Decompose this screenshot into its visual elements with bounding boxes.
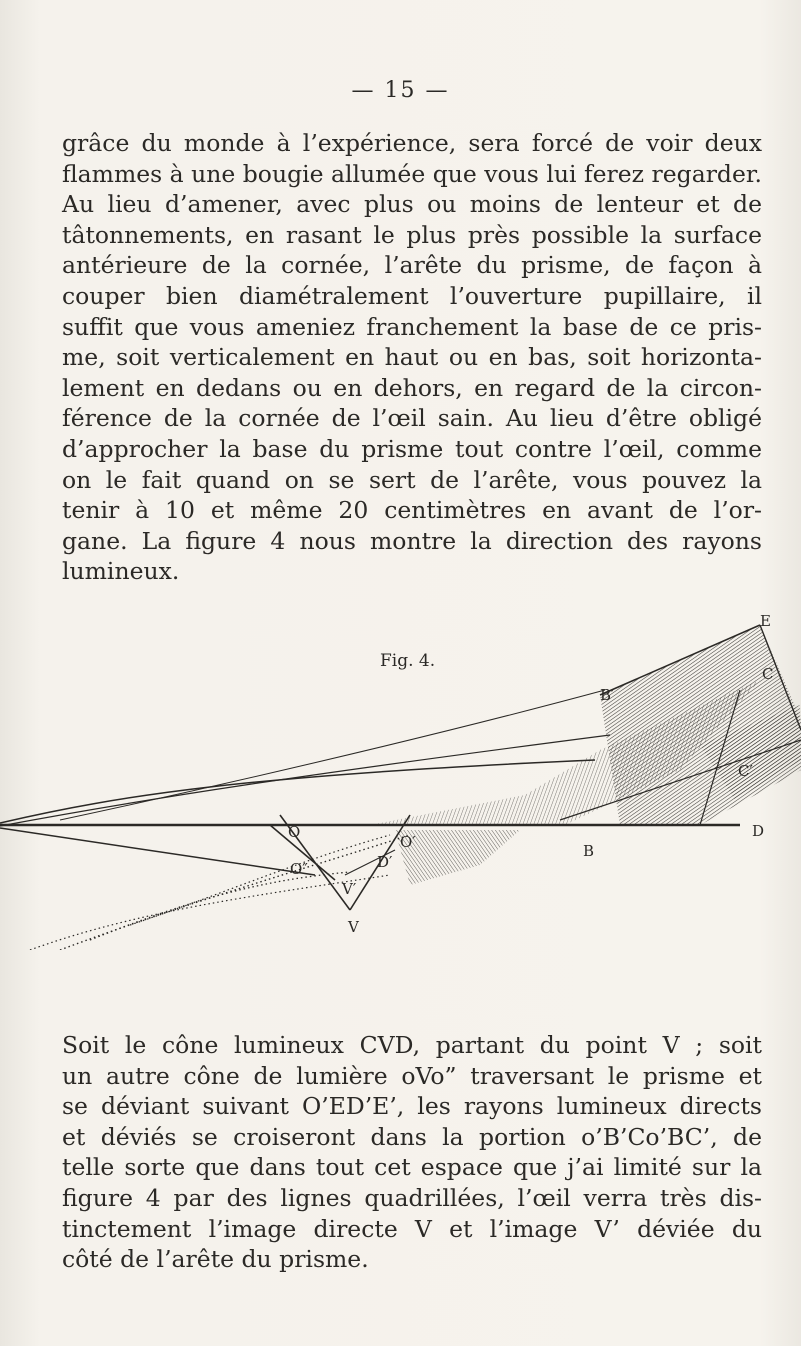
text-line: tinctement l’image directe V et l’image V’ déviée du	[62, 1214, 762, 1243]
text-line: figure 4 par des lignes quadrillées, l’œil verra très dis-	[62, 1183, 762, 1212]
text-line: Soit le cône lumineux CVD, partant du point V ; soit	[62, 1031, 762, 1059]
text-line: se déviant suivant O’ED’E’, les rayons lumineux directs	[62, 1092, 762, 1121]
figure-caption: Fig. 4.	[380, 651, 436, 671]
label-O-second: O″	[290, 860, 308, 878]
text-line: d’approcher la base du prisme tout contre l’œil, comme	[62, 434, 762, 463]
text-line: Au lieu d’amener, avec plus ou moins de lenteur et de	[62, 190, 762, 219]
text-line: suffit que vous ameniez franchement la base de ce pris-	[62, 312, 762, 341]
page-number: — 15 —	[351, 78, 450, 103]
text-line: gane. La figure 4 nous montre la direction des rayons	[62, 526, 762, 555]
label-O: O	[288, 823, 301, 841]
text-line: et déviés se croiseront dans la portion o’B’Co’BC’, de	[62, 1122, 762, 1151]
ray-lower-left	[0, 828, 315, 875]
dotted-ray-2	[90, 872, 350, 940]
text-line: côté de l’arête du prisme.	[62, 1245, 369, 1274]
paragraph-2	[62, 1030, 762, 1275]
label-O-prime: O′	[400, 833, 416, 851]
paragraph-1	[62, 128, 762, 587]
text-line: antérieure de la cornée, l’arête du prisme, de façon à	[62, 251, 762, 280]
label-C: C	[762, 665, 774, 683]
label-B: B	[583, 842, 595, 860]
text-line: telle sorte que dans tout cet espace que j’ai limité sur la	[62, 1153, 762, 1182]
text-line: tâtonnements, en rasant le plus près possible la surface	[62, 220, 762, 249]
label-V-prime: V′	[342, 880, 357, 898]
text-line: couper bien diamétralement l’ouverture pupillaire, il	[62, 281, 762, 310]
dotted-ray-4	[30, 875, 390, 950]
label-B-prime: B′	[600, 686, 615, 704]
text-line: lement en dedans ou en dehors, en regard de la circon-	[62, 373, 762, 402]
text-line: on le fait quand on se sert de l’arête, vous pouvez la	[62, 465, 762, 494]
label-V: V	[348, 918, 359, 936]
text-line: grâce du monde à l’expérience, sera forcé de voir deux	[62, 129, 762, 157]
text-line: lumineux.	[62, 557, 180, 586]
text-line: me, soit verticalement en haut ou en bas, soit horizonta-	[62, 343, 762, 372]
text-line: flammes à une bougie allumée que vous lui ferez regarder.	[62, 159, 762, 188]
label-C-prime: C′	[738, 762, 753, 780]
text-line: férence de la cornée de l’œil sain. Au lieu d’être obligé	[62, 404, 762, 433]
text-line: tenir à 10 et même 20 centimètres en avant de l’or-	[62, 496, 762, 525]
text-line: un autre cône de lumière oVo” traversant le prisme et	[62, 1061, 762, 1090]
label-D: D	[752, 822, 765, 840]
label-D-prime: D′	[377, 853, 393, 871]
label-E: E	[760, 612, 771, 630]
